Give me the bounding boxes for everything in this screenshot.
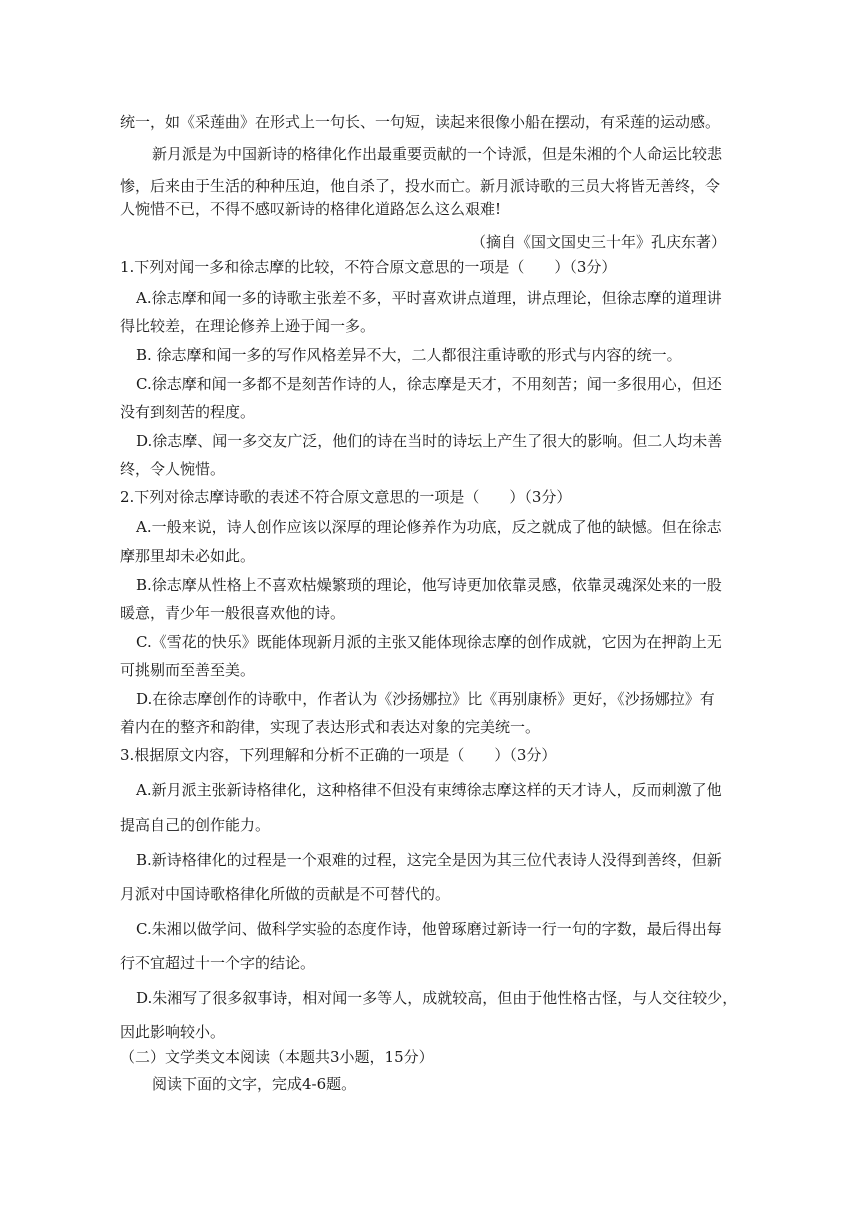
- option-1c: C.徐志摩和闻一多都不是刻苦作诗的人，徐志摩是天才，不用刻苦；闻一多很用心，但还: [136, 375, 722, 393]
- option-3c-cont: 行不宜超过十一个字的结论。: [120, 954, 316, 972]
- option-2a: A.一般来说，诗人创作应该以深厚的理论修养作为功底，反之就成了他的缺憾。但在徐志: [136, 518, 722, 536]
- question-1: 1.下列对闻一多和徐志摩的比较，不符合原文意思的一项是（ ）（3分）: [120, 258, 617, 276]
- option-2b-cont: 暖意，青少年一般很喜欢他的诗。: [120, 604, 346, 622]
- text-line: 惨，后来由于生活的种种压迫，他自杀了，投水而亡。新月派诗歌的三员大将皆无善终，令: [120, 177, 721, 195]
- question-3: 3.根据原文内容，下列理解和分析不正确的一项是（ ）（3分）: [120, 746, 557, 764]
- option-2a-cont: 摩那里却未必如此。: [120, 547, 256, 565]
- question-2: 2.下列对徐志摩诗歌的表述不符合原文意思的一项是（ ）（3分）: [120, 488, 572, 506]
- source-citation: （摘自《国文国史三十年》孔庆东著）: [470, 233, 726, 251]
- option-1a: A.徐志摩和闻一多的诗歌主张差不多，平时喜欢讲点道理，讲点理论，但徐志摩的道理讲: [136, 289, 722, 307]
- option-1d-cont: 终，令人惋惜。: [120, 460, 226, 478]
- option-1c-cont: 没有到刻苦的程度。: [120, 403, 256, 421]
- text-line: 统一，如《采莲曲》在形式上一句长、一句短，读起来很像小船在摆动，有采莲的运动感。: [120, 113, 721, 131]
- option-2c-cont: 可挑剔而至善至美。: [120, 661, 256, 679]
- option-3b-cont: 月派对中国诗歌格律化所做的贡献是不可替代的。: [120, 885, 451, 903]
- section-heading: （二）文学类文本阅读（本题共3小题，15分）: [120, 1048, 434, 1066]
- option-3b: B.新诗格律化的过程是一个艰难的过程，这完全是因为其三位代表诗人没得到善终，但新: [136, 851, 722, 869]
- section-instruction: 阅读下面的文字，完成4-6题。: [152, 1075, 357, 1093]
- option-2d: D.在徐志摩创作的诗歌中，作者认为《沙扬娜拉》比《再别康桥》更好，《沙扬娜拉》有: [136, 690, 715, 708]
- option-3d: D.朱湘写了很多叙事诗，相对闻一多等人，成就较高，但由于他性格古怪，与人交往较少，: [136, 989, 738, 1007]
- option-1b: B. 徐志摩和闻一多的写作风格差异不大，二人都很注重诗歌的形式与内容的统一。: [136, 346, 682, 364]
- option-1d: D.徐志摩、闻一多交友广泛，他们的诗在当时的诗坛上产生了很大的影响。但二人均未善: [136, 432, 723, 450]
- option-3a-cont: 提高自己的创作能力。: [120, 816, 271, 834]
- text-line: 人惋惜不已，不得不感叹新诗的格律化道路怎么这么艰难!: [120, 200, 502, 218]
- option-3d-cont: 因此影响较小。: [120, 1023, 226, 1041]
- option-2b: B.徐志摩从性格上不喜欢枯燥繁琐的理论，他写诗更加依靠灵感，依靠灵魂深处来的一股: [136, 576, 722, 594]
- option-3a: A.新月派主张新诗格律化，这种格律不但没有束缚徐志摩这样的天才诗人，反而刺激了他: [136, 781, 722, 799]
- option-2c: C.《雪花的快乐》既能体现新月派的主张又能体现徐志摩的创作成就，它因为在押韵上无: [136, 633, 722, 651]
- paragraph-start: 新月派是为中国新诗的格律化作出最重要贡献的一个诗派，但是朱湘的个人命运比较悲: [152, 145, 723, 163]
- option-3c: C.朱湘以做学问、做科学实验的态度作诗，他曾琢磨过新诗一行一句的字数，最后得出每: [136, 920, 722, 938]
- option-2d-cont: 着内在的整齐和韵律，实现了表达形式和表达对象的完美统一。: [120, 718, 541, 736]
- option-1a-cont: 得比较差，在理论修养上逊于闻一多。: [120, 317, 376, 335]
